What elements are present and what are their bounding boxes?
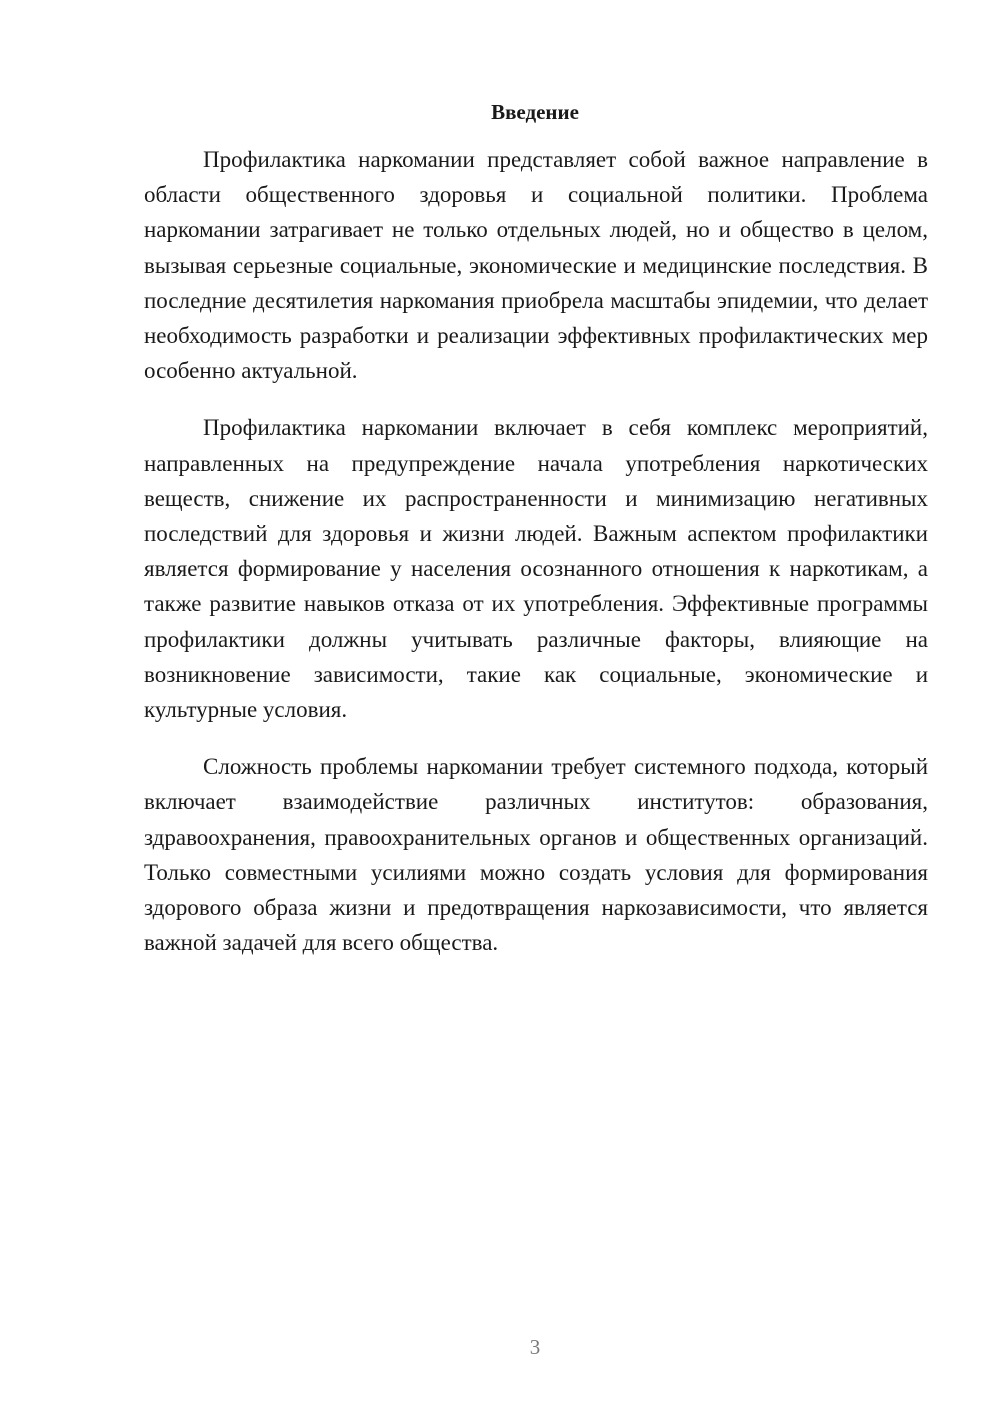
body-text xyxy=(144,142,928,982)
section-heading: Введение xyxy=(491,100,579,124)
page-number: 3 xyxy=(529,1335,541,1359)
paragraph-2: Профилактика наркомании включает в себя комплекс мероприятий, направленных на предупреждение начала употребления наркотических веществ, снижение их распространенности и минимизацию негативных последствий для здоровья и жизни людей. Важным аспектом профилактики является формирование у населения осознанного отношения к наркотикам, а также развитие навыков отказа от их употребления. Эффективные программы профилактики должны учитывать различные факторы, влияющие на возникновение зависимости, такие как социальные, экономические и культурные условия. xyxy=(144,415,928,723)
paragraph-1: Профилактика наркомании представляет собой важное направление в области общественного здоровья и социальной политики. Проблема наркомании затрагивает не только отдельных людей, но и общество в целом, вызывая серьезные социальные, экономические и медицинские последствия. В последние десятилетия наркомания приобрела масштабы эпидемии, что делает необходимость разработки и реализации эффективных профилактических мер особенно актуальной. xyxy=(144,147,928,384)
paragraph-3: Сложность проблемы наркомании требует системного подхода, который включает взаимодействие различных институтов: образования, здравоохранения, правоохранительных органов и общественных организаций. Только совместными усилиями можно создать условия для формирования здорового образа жизни и предотвращения наркозависимости, что является важной задачей для всего общества. xyxy=(144,754,928,956)
